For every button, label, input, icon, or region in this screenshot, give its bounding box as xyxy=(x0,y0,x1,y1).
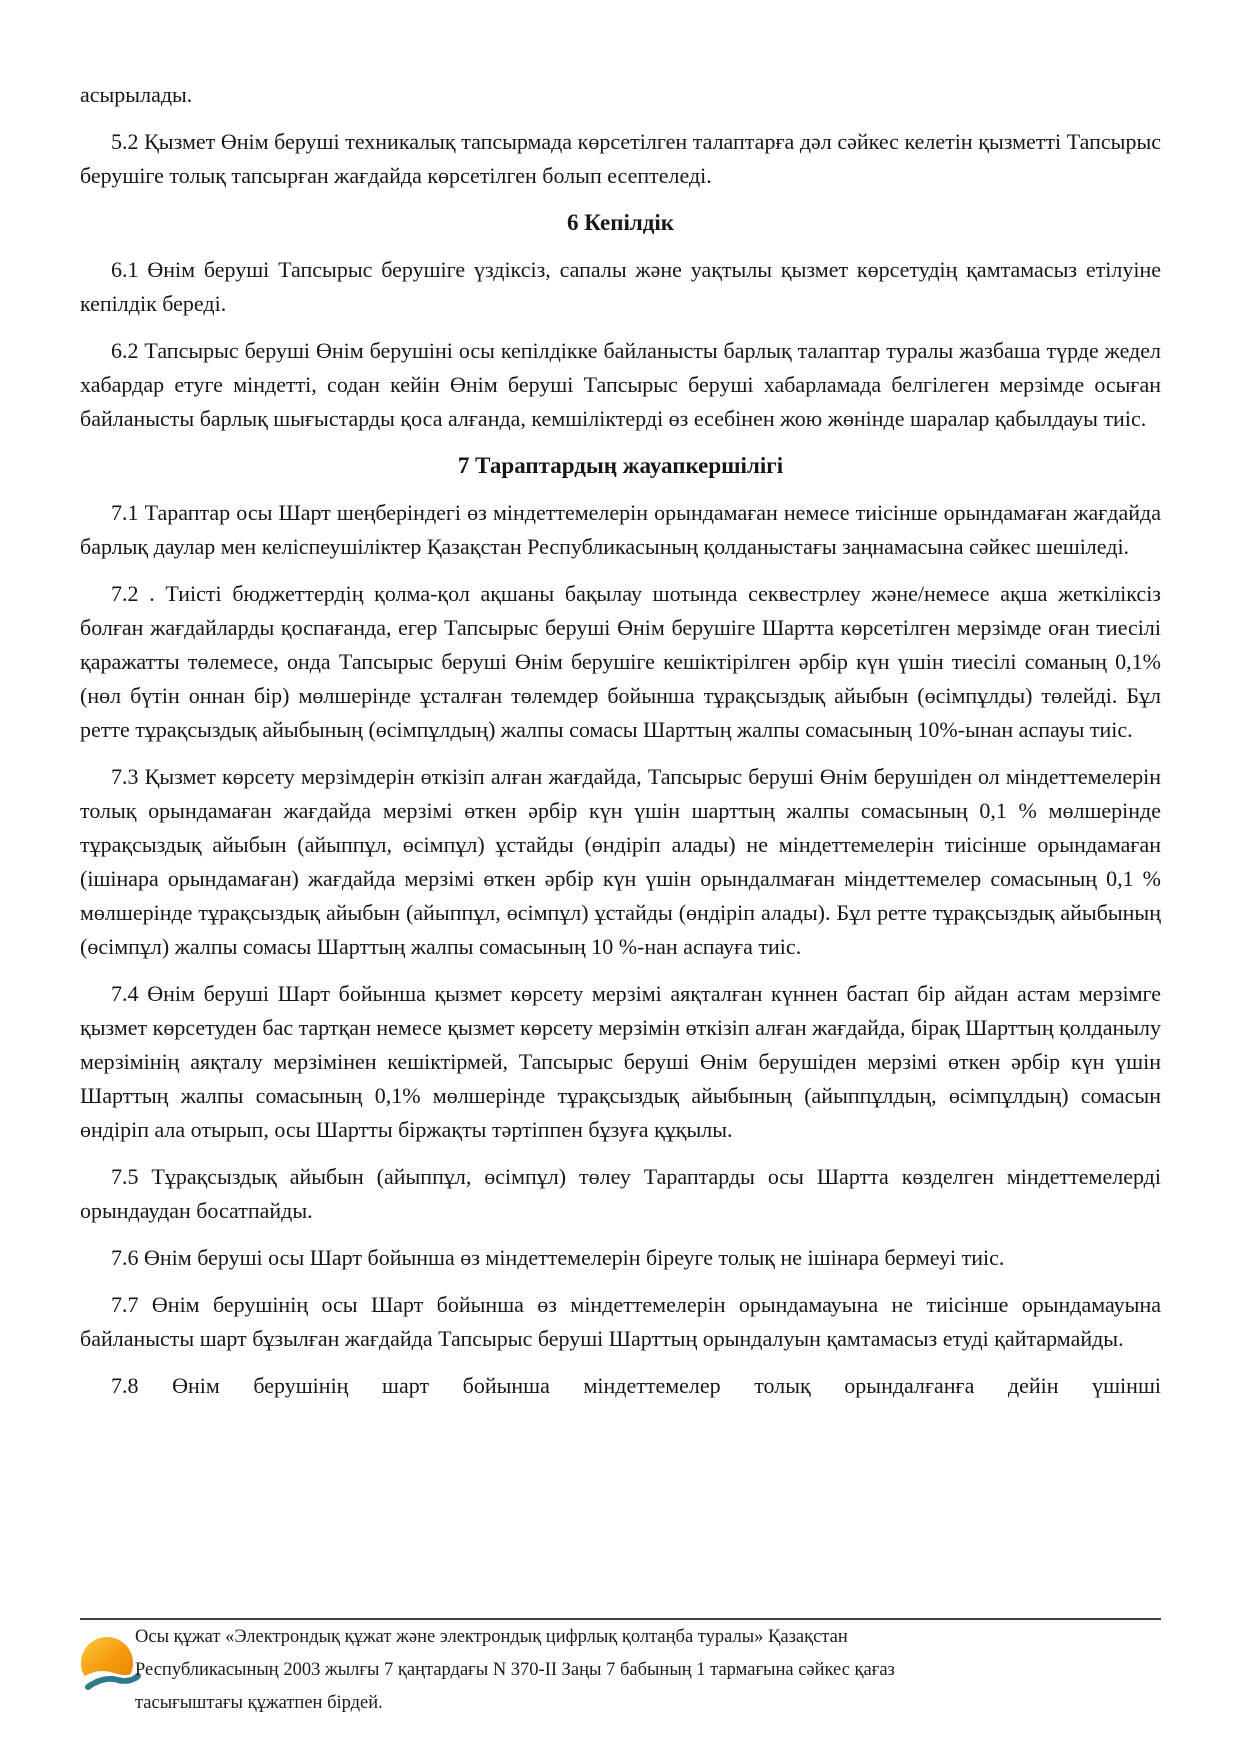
clause-7-7: 7.7 Өнім берушінің осы Шарт бойынша өз міндеттемелерін орындамауына не тиісінше орындамауына байланысты шарт бұзылған жағдайда Тапсырыс беруші Шарттың орындалуын қамтамасыз етуді қайтармайды. xyxy=(80,1292,1161,1351)
footer-note-line: Осы құжат «Электрондық құжат және электрондық цифрлық қолтаңба туралы» Қазақстан xyxy=(135,1627,848,1647)
clause-7-1: 7.1 Тараптар осы Шарт шеңберіндегі өз міндеттемелерін орындамаған немесе тиісінше орындамаған жағдайда барлық даулар мен келіспеушіліктер Қазақстан Республикасының қолданыстағы заңнамасына сәйкес шешіледі. xyxy=(80,500,1161,559)
section-heading-warranty: 6 Кепілдік xyxy=(566,210,675,235)
clause-6-1: 6.1 Өнім беруші Тапсырыс берушіге үздіксіз, сапалы және уақтылы қызмет көрсетудің қамтамасыз етілуіне кепілдік береді. xyxy=(80,257,1161,316)
footer-legal-note xyxy=(135,1621,1035,1720)
clause-6-2: 6.2 Тапсырыс беруші Өнім берушіні осы кепілдікке байланысты барлық талаптар туралы жазбаша түрде жедел хабардар етуге міндетті, содан кейін Өнім беруші Тапсырыс беруші хабарламада белгілеген мерзімде осыған байланысты барлық шығыстарды қоса алғанда, кемшіліктерді өз есебінен жою жөнінде шаралар қабылдауы тиіс. xyxy=(80,338,1161,431)
contract-body xyxy=(80,78,1161,1403)
clause-5-1-continuation: асырылады. xyxy=(80,82,193,107)
section-heading-liability: 7 Тараптардың жауапкершілігі xyxy=(457,453,784,478)
footer-note-line: тасығыштағы құжатпен бірдей. xyxy=(135,1693,383,1713)
footer-note-line: Республикасының 2003 жылғы 7 қаңтардағы N 370-II Заңы 7 бабының 1 тармағына сәйкес қағаз xyxy=(135,1660,895,1680)
clause-7-4: 7.4 Өнім беруші Шарт бойынша қызмет көрсету мерзімі аяқталған күннен бастап бір айдан астам мерзімге қызмет көрсетуден бас тартқан немесе қызмет көрсету мерзімін өткізіп алған жағдайда, бірақ Шарттың қолданылу мерзімінің аяқталу мерзімінен кешіктірмей, Тапсырыс беруші Өнім берушіден мерзімі өткен әрбір күн үшін Шарттың жалпы сомасының 0,1% мөлшерінде тұрақсыздық айыбының (айыппұлдың, өсімпұлдың) сомасын өндіріп ала отырып, осы Шартты біржақты тәртіппен бұзуға құқылы. xyxy=(80,981,1161,1142)
clause-7-8-partial: 7.8 Өнім берушінің шарт бойынша міндеттемелер толық орындалғанға дейін үшінші xyxy=(111,1373,1161,1398)
clause-7-6: 7.6 Өнім беруші осы Шарт бойынша өз міндеттемелерін біреуге толық не ішінара бермеуі тиіс. xyxy=(111,1245,1005,1270)
egov-stamp-logo xyxy=(76,1636,142,1702)
footer-divider-line xyxy=(80,1618,1161,1620)
clause-7-3: 7.3 Қызмет көрсету мерзімдерін өткізіп алған жағдайда, Тапсырыс беруші Өнім берушіден ол міндеттемелерін толық орындамаған жағдайда мерзімі өткен әрбір күн үшін шарттың жалпы сомасының 0,1 % мөлшерінде тұрақсыздық айыбын (айыппұл, өсімпұл) ұстайды (өндіріп алады) не міндеттемелерін тиісінше орындамаған (ішінара орындамаған) жағдайда мерзімі өткен әрбір күн үшін орындалмаған міндеттемелер сомасының 0,1 % мөлшерінде тұрақсыздық айыбын (айыппұл, өсімпұл) ұстайды (өндіріп алады). Бұл ретте тұрақсыздық айыбының (өсімпұл) жалпы сомасы Шарттың жалпы сомасының 10 %-нан аспауға тиіс. xyxy=(80,764,1161,959)
clause-7-5: 7.5 Тұрақсыздық айыбын (айыппұл, өсімпұл) төлеу Тараптарды осы Шартта көзделген міндеттемелерді орындаудан босатпайды. xyxy=(80,1164,1161,1223)
clause-5-2: 5.2 Қызмет Өнім беруші техникалық тапсырмада көрсетілген талаптарға дәл сәйкес келетін қызметті Тапсырыс берушіге толық тапсырған жағдайда көрсетілген болып есептеледі. xyxy=(80,129,1161,188)
clause-7-2: 7.2 . Тиісті бюджеттердің қолма-қол ақшаны бақылау шотында секвестрлеу және/немесе ақша жеткіліксіз болған жағдайларды қоспағанда, егер Тапсырыс беруші Өнім берушіге Шартта көрсетілген мерзімде оған тиесілі қаражатты төлемесе, онда Тапсырыс беруші Өнім берушіге кешіктірілген әрбір күн үшін тиесілі соманың 0,1% (нөл бүтін оннан бір) мөлшерінде ұсталған төлемдер бойынша тұрақсыздық айыбын (өсімпұлды) төлейді. Бұл ретте тұрақсыздық айыбының (өсімпұлдың) жалпы сомасы Шарттың жалпы сомасының 10%-ынан аспауы тиіс. xyxy=(80,581,1161,742)
